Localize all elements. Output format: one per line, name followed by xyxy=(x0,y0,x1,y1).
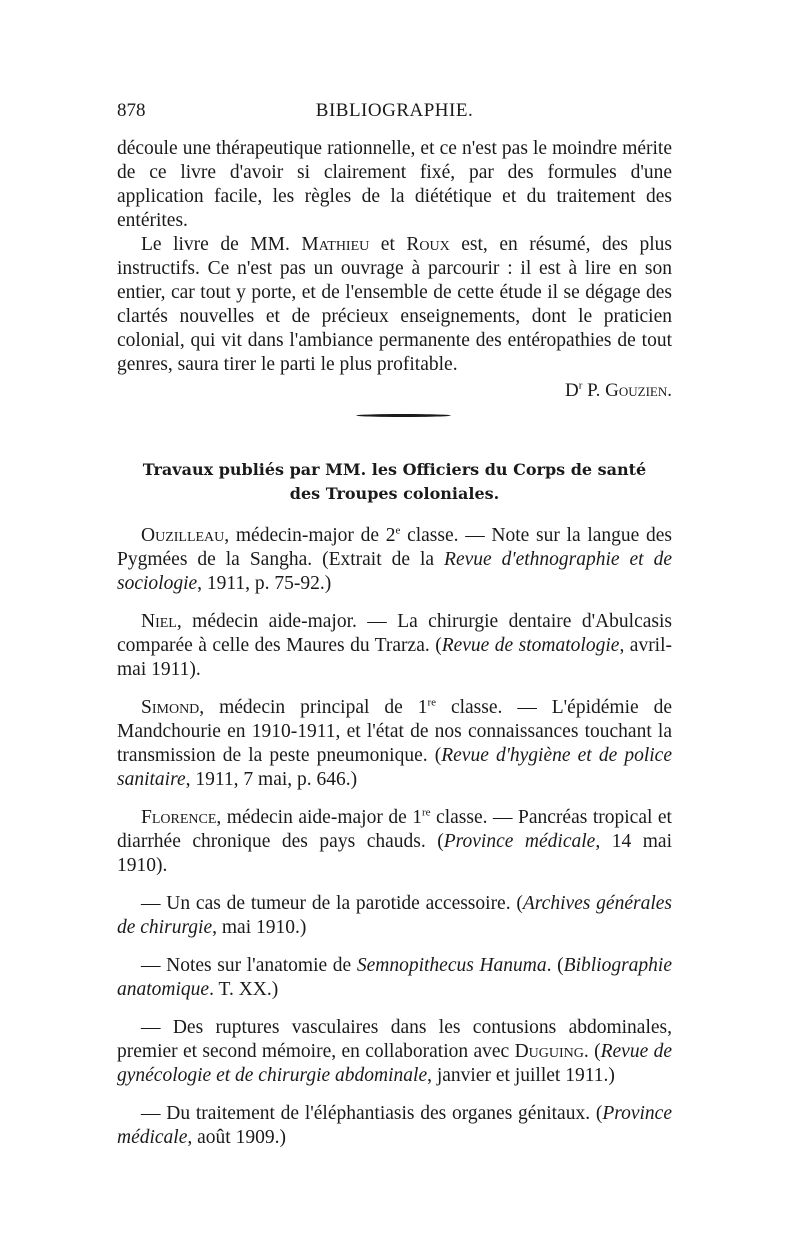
text-run: , mai 1910.) xyxy=(212,917,307,938)
author-name: Niel xyxy=(141,611,177,632)
separator-rule xyxy=(356,414,451,417)
text-run: classe. — L'épidémie de Mandchourie en 1910-1911, et l'état de nos connaissances touchant la transmission de la peste pneumonique. ( xyxy=(117,697,672,766)
text-run: Le livre de MM. xyxy=(141,234,302,255)
section-title-line: des Troupes coloniales. xyxy=(289,484,500,503)
publication-entry xyxy=(117,696,672,792)
page-number: 878 xyxy=(117,100,146,121)
publication-entry xyxy=(117,610,672,682)
review-signature xyxy=(565,380,672,402)
superscript: re xyxy=(427,696,436,709)
publication-list xyxy=(117,524,672,1164)
journal-title: Revue d'ethnographie et de sociologie xyxy=(117,549,672,594)
journal-title: Archives générales de chirurgie xyxy=(117,893,672,938)
journal-title: Province médicale xyxy=(443,831,596,852)
text-run: P. xyxy=(582,380,606,401)
publication-entry xyxy=(117,1102,672,1150)
publication-entry xyxy=(117,954,672,1002)
section-title xyxy=(117,458,672,506)
review-text xyxy=(117,137,672,377)
journal-title: Revue de gynécologie et de chirurgie abdominale xyxy=(117,1041,672,1086)
publication-entry xyxy=(117,524,672,596)
text-run: , médecin aide-major de 1 xyxy=(216,807,422,828)
superscript: re xyxy=(422,806,431,819)
publication-entry xyxy=(117,892,672,940)
text-run: , 14 mai 1910). xyxy=(117,831,672,876)
text-run: , août 1909.) xyxy=(187,1127,286,1148)
review-paragraph: découle une thérapeutique rationnelle, et ce n'est pas le moindre mérite de ce livre d'avoir si clairement fixé, par des formules d'une application facile, les règles de la diététique et du traitement des entérites. xyxy=(117,138,672,231)
publication-entry xyxy=(117,1016,672,1088)
text-run: , médecin principal de 1 xyxy=(199,697,428,718)
text-run: . T. XX.) xyxy=(209,979,279,1000)
journal-title: Province médicale xyxy=(117,1103,672,1148)
text-run: D xyxy=(565,380,579,401)
author-name: Roux xyxy=(406,234,450,255)
text-run: , 1911, 7 mai, p. 646.) xyxy=(185,769,358,790)
author-name: Duguing xyxy=(514,1041,584,1062)
journal-title: Revue d'hygiène et de police sanitaire xyxy=(117,745,672,790)
text-run: — Des ruptures vasculaires dans les contusions abdominales, premier et second mémoire, en collaboration avec xyxy=(117,1017,672,1062)
text-run: — Du traitement de l'éléphantiasis des organes génitaux. ( xyxy=(141,1103,603,1124)
text-run: . ( xyxy=(546,955,564,976)
review-paragraph xyxy=(117,233,672,377)
text-run: , avril-mai 1911). xyxy=(117,635,673,680)
author-name: Simond xyxy=(141,697,200,718)
species-name: Semnopithecus Hanuma xyxy=(356,955,547,976)
superscript: e xyxy=(395,524,401,537)
text-run: , janvier et juillet 1911.) xyxy=(427,1065,615,1086)
text-run: , médecin-major de 2 xyxy=(224,525,396,546)
text-run: est, en résumé, des plus instructifs. Ce n'est pas un ouvrage à parcourir : il est à lire en son entier, car tout y porte, et de l'ensemble de cette étude il se dégage des clartés nouvelles et de précieux enseignements, dont le praticien colonial, qui vit dans l'ambiance permanente des entéropathies de tout genres, saura tirer le parti le plus profitable. xyxy=(117,234,672,375)
text-run: , 1911, p. 75-92.) xyxy=(197,573,332,594)
text-run: classe. — Note sur la langue des Pygmées de la Sangha. (Extrait de la xyxy=(117,525,672,570)
publication-entry xyxy=(117,806,672,878)
text-run: et xyxy=(369,234,407,255)
text-run: . ( xyxy=(583,1041,601,1062)
superscript: r xyxy=(578,379,583,392)
section-title-line: Travaux publiés par MM. les Officiers du Corps de santé xyxy=(142,460,647,479)
journal-title: Revue de stomatologie xyxy=(441,635,620,656)
text-run: — Notes sur l'anatomie de xyxy=(141,955,357,976)
journal-title: Bibliographie anatomique xyxy=(117,955,672,1000)
text-run: , médecin aide-major. — La chirurgie dentaire d'Abulcasis comparée à celle des Maures du Trarza. ( xyxy=(117,611,672,656)
author-name: Florence xyxy=(141,807,217,828)
text-run: — Un cas de tumeur de la parotide accessoire. ( xyxy=(141,893,523,914)
running-title: BIBLIOGRAPHIE. xyxy=(315,100,474,121)
text-run: classe. — Pancréas tropical et diarrhée chronique des pays chauds. ( xyxy=(117,807,672,852)
signature-name: Gouzien. xyxy=(605,380,672,401)
author-name: Ouzilleau xyxy=(141,525,225,546)
running-header xyxy=(117,100,672,130)
author-name: Mathieu xyxy=(301,234,370,255)
